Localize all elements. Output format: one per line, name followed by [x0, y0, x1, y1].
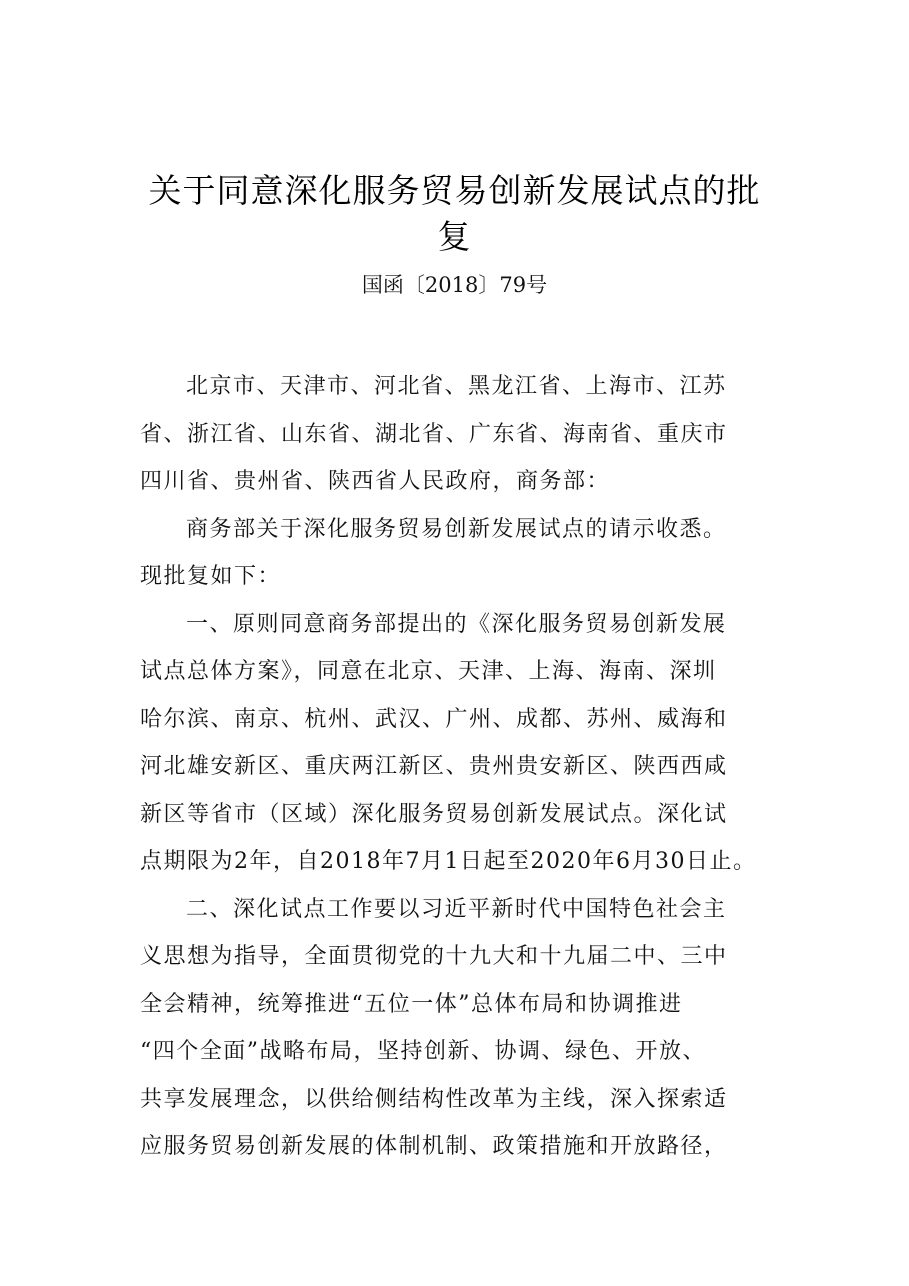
body-line: 北京市、天津市、河北省、黑龙江省、上海市、江苏 [186, 374, 727, 399]
body-line: 商务部关于深化服务贸易创新发展试点的请示收悉。 [186, 516, 727, 542]
body-line: 应服务贸易创新发展的体制机制、政策措施和开放路径， [140, 1134, 728, 1159]
document-title [120, 168, 789, 260]
body-line: 点期限为2年，自2018年7月1日起至2020年6月30日止。 [140, 849, 757, 874]
body-line: 试点总体方案》，同意在北京、天津、上海、海南、深圳 [140, 659, 717, 684]
document-body [140, 363, 780, 1171]
title-line-1: 关于同意深化服务贸易创新发展试点的批 [148, 171, 761, 210]
body-line: 共享发展理念，以供给侧结构性改革为主线，深入探索适 [140, 1086, 728, 1112]
body-line: 河北雄安新区、重庆两江新区、贵州贵安新区、陕西西咸 [140, 754, 728, 779]
title-line-2: 复 [437, 217, 472, 256]
body-line: 哈尔滨、南京、杭州、武汉、广州、成都、苏州、威海和 [140, 706, 728, 732]
body-line: 现批复如下： [140, 564, 282, 589]
body-line: 新区等省市（区域）深化服务贸易创新发展试点。深化试 [140, 801, 728, 827]
body-line: 义思想为指导，全面贯彻党的十九大和十九届二中、三中 [140, 944, 728, 969]
body-line: 一、原则同意商务部提出的《深化服务贸易创新发展 [186, 611, 727, 637]
body-line: 二、深化试点工作要以习近平新时代中国特色社会主 [186, 896, 727, 922]
body-line: “四个全面”战略布局，坚持创新、协调、绿色、开放、 [140, 1039, 706, 1064]
body-line: 全会精神，统筹推进“五位一体”总体布局和协调推进 [140, 991, 683, 1017]
body-line: 四川省、贵州省、陕西省人民政府，商务部： [140, 469, 611, 494]
body-line: 省、浙江省、山东省、湖北省、广东省、海南省、重庆市 [140, 421, 728, 447]
document-number: 国函〔2018〕79号 [361, 273, 548, 297]
